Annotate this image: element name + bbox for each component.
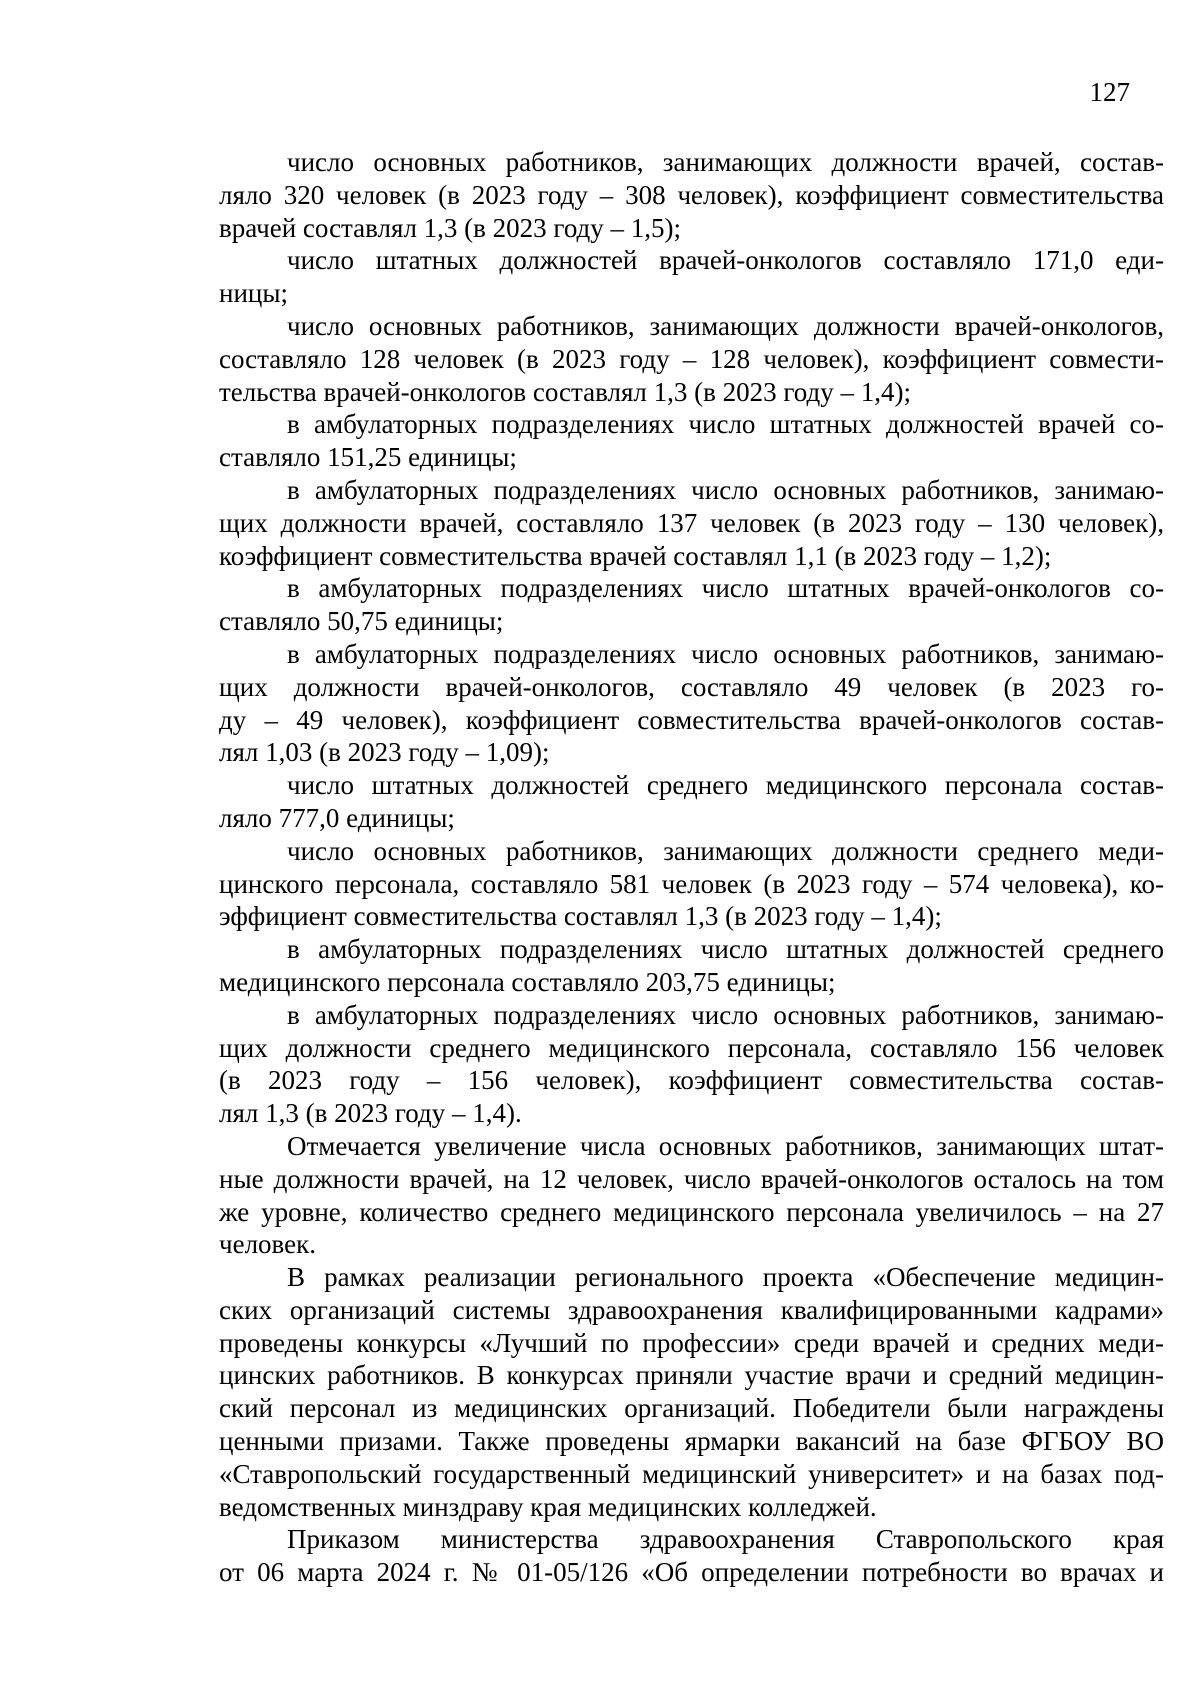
text-line: эффициент совместительства составлял 1,3 (в 2023 году – 1,4); (219, 901, 942, 932)
paragraph (219, 769, 1164, 835)
text-line: ведомственных минздраву края медицинских колледжей. (219, 1491, 877, 1522)
paragraph (219, 933, 1164, 999)
text-line: щих должности среднего медицинского персонала, составляло 156 человек (219, 1032, 1164, 1063)
text-line: число штатных должностей среднего медицинского персонала состав- (287, 770, 1164, 801)
text-line: щих должности врачей, составляло 137 человек (в 2023 году – 130 человек), (219, 507, 1164, 538)
text-line: ду – 49 человек), коэффициент совместительства врачей-онкологов состав- (219, 704, 1164, 735)
paragraph (219, 244, 1164, 310)
text-line: врачей составлял 1,3 (в 2023 году – 1,5); (219, 212, 682, 243)
paragraph (219, 146, 1164, 244)
paragraph (219, 310, 1164, 408)
text-line: лял 1,03 (в 2023 году – 1,09); (219, 737, 550, 768)
paragraph (219, 1261, 1164, 1523)
text-line: ских организаций системы здравоохранения квалифицированными кадрами» (219, 1294, 1164, 1325)
text-line: медицинского персонала составляло 203,75 единицы; (219, 966, 836, 997)
text-line: В рамках реализации регионального проекта «Обеспечение медицин- (287, 1262, 1164, 1293)
text-line: проведены конкурсы «Лучший по профессии» среди врачей и средних меди- (219, 1327, 1164, 1358)
document-body (219, 146, 1164, 1589)
text-line: Отмечается увеличение числа основных работников, занимающих штат- (287, 1130, 1164, 1161)
text-line: в амбулаторных подразделениях число основных работников, занимаю- (287, 474, 1164, 505)
text-line: коэффициент совместительства врачей составлял 1,1 (в 2023 году – 1,2); (219, 540, 1052, 571)
text-line: число основных работников, занимающих должности врачей-онкологов, (287, 310, 1164, 341)
text-line: человек. (219, 1229, 316, 1260)
paragraph (219, 638, 1164, 769)
text-line: число штатных должностей врачей-онкологов составляло 171,0 еди- (287, 245, 1164, 276)
paragraph (219, 1130, 1164, 1261)
text-line: ные должности врачей, на 12 человек, число врачей-онкологов осталось на том (219, 1163, 1164, 1194)
text-line: ский персонал из медицинских организаций. Победители были награждены (219, 1393, 1164, 1424)
text-line: ницы; (219, 278, 288, 309)
text-line: тельства врачей-онкологов составлял 1,3 (в 2023 году – 1,4); (219, 376, 911, 407)
paragraph (219, 408, 1164, 474)
text-line: ставляло 50,75 единицы; (219, 606, 504, 637)
text-line: число основных работников, занимающих должности среднего меди- (287, 835, 1164, 866)
text-line: ляло 777,0 единицы; (219, 802, 455, 833)
text-line: лял 1,3 (в 2023 году – 1,4). (219, 1098, 522, 1129)
text-line: ценными призами. Также проведены ярмарки вакансий на базе ФГБОУ ВО (219, 1426, 1164, 1457)
text-line: «Ставропольский государственный медицинский университет» и на базах под- (219, 1458, 1164, 1489)
text-line: же уровне, количество среднего медицинского персонала увеличилось – на 27 (219, 1196, 1164, 1227)
text-line: в амбулаторных подразделениях число основных работников, занимаю- (287, 999, 1164, 1030)
paragraph (219, 835, 1164, 933)
text-line: составляло 128 человек (в 2023 году – 128 человек), коэффициент совмести- (219, 343, 1164, 374)
paragraph (219, 1523, 1164, 1589)
text-line: от 06 марта 2024 г. № 01-05/126 «Об определении потребности во врачах и (219, 1557, 1164, 1588)
text-line: ляло 320 человек (в 2023 году – 308 человек), коэффициент совместительства (219, 179, 1164, 210)
text-line: ставляло 151,25 единицы; (219, 442, 517, 473)
text-line: цинского персонала, составляло 581 человек (в 2023 году – 574 человека), ко- (219, 868, 1164, 899)
text-line: щих должности врачей-онкологов, составляло 49 человек (в 2023 го- (219, 671, 1164, 702)
text-line: число основных работников, занимающих должности врачей, состав- (287, 147, 1164, 177)
page-number: 127 (1089, 77, 1130, 107)
text-line: (в 2023 году – 156 человек), коэффициент совместительства состав- (219, 1065, 1164, 1096)
paragraph (219, 572, 1164, 638)
text-line: в амбулаторных подразделениях число штатных должностей среднего (287, 934, 1164, 965)
text-line: в амбулаторных подразделениях число штатных должностей врачей со- (287, 409, 1164, 440)
text-line: в амбулаторных подразделениях число штатных врачей-онкологов со- (287, 573, 1164, 604)
text-line: Приказом министерства здравоохранения Ставропольского края (287, 1524, 1164, 1555)
text-line: цинских работников. В конкурсах приняли участие врачи и средний медицин- (219, 1360, 1164, 1391)
text-line: в амбулаторных подразделениях число основных работников, занимаю- (287, 638, 1164, 669)
paragraph (219, 999, 1164, 1130)
paragraph (219, 474, 1164, 572)
